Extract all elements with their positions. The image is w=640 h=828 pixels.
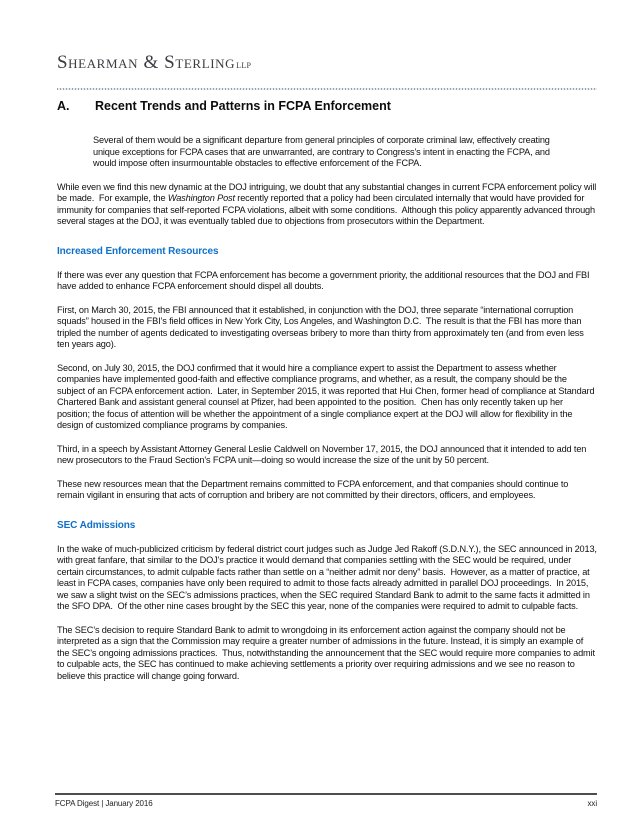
page-footer (55, 793, 597, 808)
section-heading (57, 99, 597, 114)
section-title: Recent Trends and Patterns in FCPA Enforcement (95, 99, 391, 113)
subheading-increased-enforcement: Increased Enforcement Resources (57, 245, 219, 257)
footer-divider (55, 793, 597, 795)
paragraph: First, on March 30, 2015, the FBI announced that it established, in conjunction with the DOJ, three separate “international corruption squads” housed in the FBI’s field offices in New York City, Los Angeles, and Washington D.C. The result is that the FBI has more than tripled the number of agents dedicated to investigating overseas bribery to more than thirty from approximately ten (and from even less ten years ago). (57, 304, 587, 349)
section-letter: A. (57, 99, 70, 113)
paragraph: The SEC’s decision to require Standard Bank to admit to wrongdoing in its enforcement action against the company should not be interpreted as a sign that the Commission may require a greater number of admissions in the future. Instead, it is simply an example of the SEC’s ongoing admissions practices. Thus, notwithstanding the announcement that the SEC would require more companies to admit to culpable acts, the SEC has continued to make achieving settlements a priority over requiring admissions and we see no reason to believe this practice will change going forward. (57, 624, 598, 681)
paragraph: Second, on July 30, 2015, the DOJ confirmed that it would hire a compliance expert to assist the Department to assess whether companies have implemented good-faith and effective compliance programs, and whether, as a result, the company should be the subject of an FCPA enforcement action. Later, in September 2015, it was reported that Hui Chen, former head of compliance at Standard Chartered Bank and assistant general counsel at Pfizer, had been appointed to the position. Chen has only recently taken up her position; the focus of attention will be whether the appointment of a single compliance expert at the DOJ will allow for flexibility in the design of customized compliance programs by companies. (57, 362, 597, 430)
pull-quote: Several of them would be a significant departure from general principles of corporate criminal law, effectively creating unique exceptions for FCPA cases that are unwarranted, are contrary to Congress’s intent in enacting the FCPA, and would impose often insurmountable obstacles to effective enforcement of the FCPA. (93, 135, 553, 168)
firm-name: Shearman & Sterling (57, 52, 236, 73)
italic-citation: Washington Post (167, 193, 235, 203)
intro-paragraph (57, 182, 597, 228)
page-content (57, 0, 600, 682)
paragraph: These new resources mean that the Department remains committed to FCPA enforcement, and that companies should continue to remain vigilant in ensuring that acts of corruption and bribery are not committed by their directors, officers, and employees. (57, 478, 571, 500)
intro-text-before: While even we find this new dynamic at the DOJ intriguing, we doubt that any substantial changes in current FCPA enforcement policy will be made. For example, the (57, 181, 599, 203)
footer-row (55, 799, 597, 808)
footer-doc-title: FCPA Digest | January 2016 (55, 799, 153, 808)
header-divider (57, 88, 597, 90)
paragraph: If there was ever any question that FCPA enforcement has become a government priority, the additional resources that the DOJ and FBI have added to enhance FCPA enforcement should dispel all doubts. (57, 269, 592, 291)
intro-text-after: recently reported that a policy had been circulated internally that would have provided for immunity for companies that self-reported FCPA violations, albeit with some conditions. Although this policy apparently advanced through several stages at the DOJ, it was eventually tabled due to objections from prosecutors within the Department. (57, 193, 598, 226)
footer-page-number: xxi (587, 799, 597, 808)
firm-llp-suffix: LLP (236, 61, 252, 70)
paragraph: Third, in a speech by Assistant Attorney General Leslie Caldwell on November 17, 2015, the DOJ announced that it intended to add ten new prosecutors to the Fraud Section’s FCPA unit—doing so would increase the size of the unit by 50 percent. (57, 443, 589, 465)
paragraph: In the wake of much-publicized criticism by federal district court judges such as Judge Jed Rakoff (S.D.N.Y.), the SEC announced in 2013, with great fanfare, that similar to the DOJ’s practice it would demand that companies settling with the SEC would be required, under certain circumstances, to admit culpable facts rather than settle on a “neither admit nor deny” basis. However, as a matter of practice, at least in FCPA cases, companies have only been required to admit to those facts already admitted in parallel DOJ proceedings. In 2015, we saw a slight twist on the SEC’s admissions practices, when the SEC required Standard Bank to admit to the same facts it admitted in the SFO DPA. Of the other nine cases brought by the SEC this year, none of the companies were required to admit to culpable facts. (57, 543, 600, 611)
firm-logo (57, 52, 597, 77)
subheading-sec-admissions: SEC Admissions (57, 519, 136, 531)
